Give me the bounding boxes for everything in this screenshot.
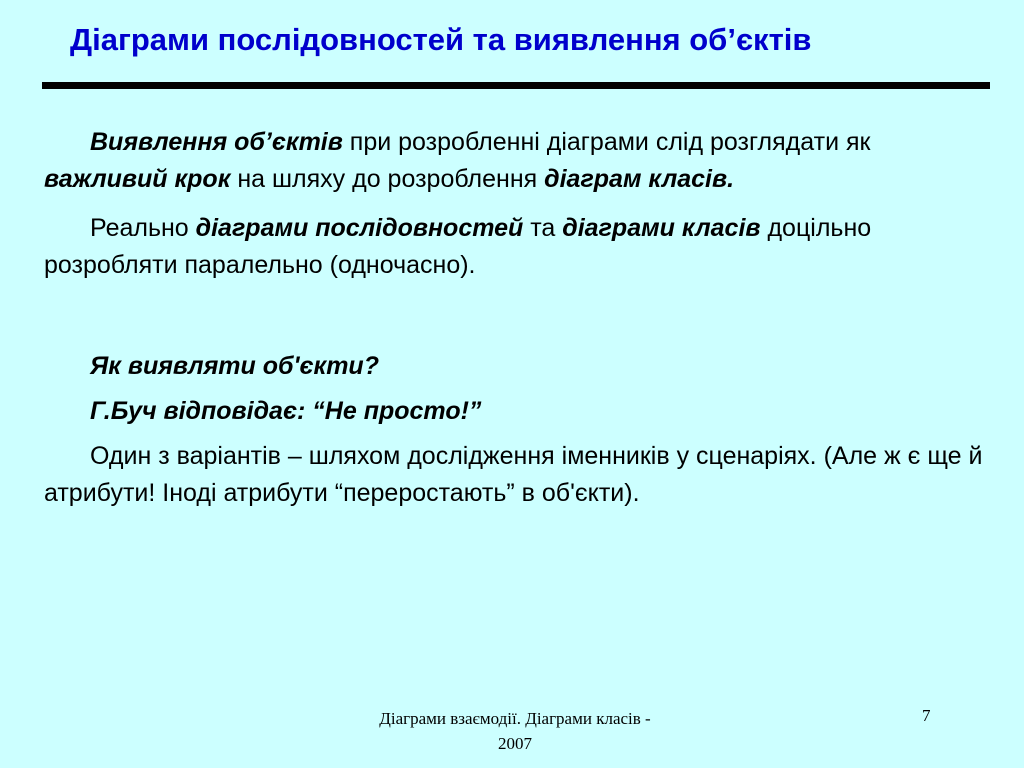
question-how-to-find-objects: Як виявляти об'єкти? xyxy=(90,352,379,380)
paragraph-text: на шляху до розроблення xyxy=(230,165,545,193)
paragraph-text: та xyxy=(523,214,563,242)
paragraph-text: при розробленні діаграми слід розглядати як xyxy=(342,128,871,156)
paragraph-text: доцільно розробляти паралельно (одночасно). xyxy=(44,214,872,279)
footer-text: Діаграми взаємодії. Діаграми класів - 2007 xyxy=(379,709,651,753)
booch-answer: Г.Буч відповідає: “Не просто!” xyxy=(90,397,482,425)
slide-title: Діаграми послідовностей та виявлення об’єктів xyxy=(70,22,812,57)
term-class-diagrams: діаграм класів. xyxy=(544,165,735,193)
paragraph-parallel-development xyxy=(44,210,990,284)
title-divider xyxy=(42,82,990,89)
term-important-step: важливий крок xyxy=(44,165,231,193)
term-class-diagrams: діаграми класів xyxy=(562,214,761,242)
term-object-detection: Виявлення об’єктів xyxy=(90,128,343,156)
paragraph-nouns-in-scenarios: Один з варіантів – шляхом дослідження іменників у сценаріях. (Але ж є ще й атрибути! Іноді атрибути “переростають” в об'єкти). xyxy=(44,442,983,507)
page-number: 7 xyxy=(922,706,931,725)
paragraph-text: Реально xyxy=(90,214,196,242)
slide-body xyxy=(44,124,990,524)
paragraph-object-detection xyxy=(44,124,990,198)
term-sequence-diagrams: діаграми послідовностей xyxy=(195,214,524,242)
